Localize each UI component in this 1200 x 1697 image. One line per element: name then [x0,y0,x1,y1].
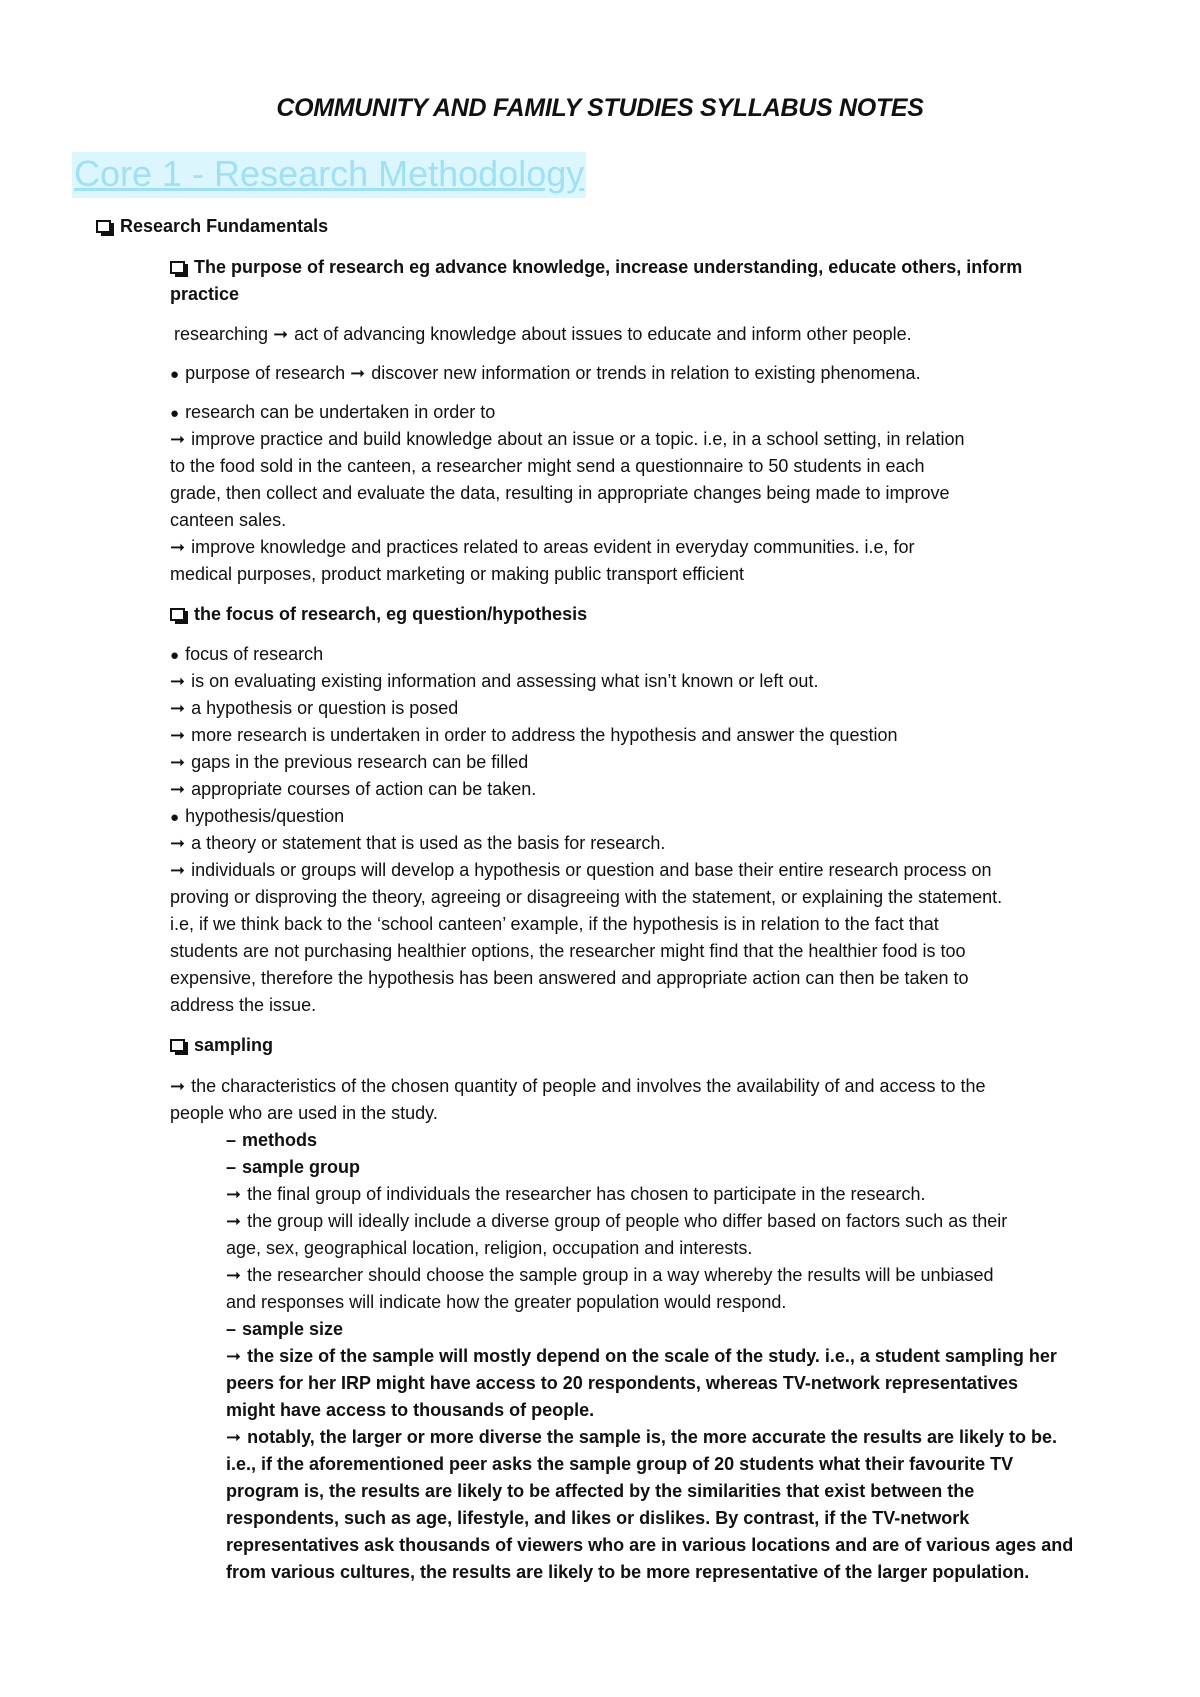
bullet-icon: ● [170,809,180,826]
arrow-icon: ➞ [170,833,186,853]
text-line: grade, then collect and evaluate the data, resulting in appropriate changes being made to improve [170,483,950,503]
arrow-icon: ➞ [170,860,186,880]
text-line: practice [170,284,240,304]
text-line: program is, the results are likely to be affected by the similarities that exist between the [226,1481,975,1501]
arrow-line [170,668,818,695]
line-text: the group will ideally include a diverse group of people who differ based on factors such as their [247,1211,1008,1231]
line-text: the size of the sample will mostly depend on the scale of the study. i.e., a student sampling her [247,1346,1057,1366]
section-label: Research Fundamentals [120,216,329,236]
line-text: focus of research [185,644,324,664]
dash-line [226,1154,360,1181]
text-line: peers for her IRP might have access to 20 respondents, whereas TV-network representatives [226,1373,1018,1393]
arrow-icon: ➞ [170,752,186,772]
dash-icon: – [226,1319,237,1339]
subsection-sampling [170,1032,273,1059]
line-text: research can be undertaken in order to [185,402,496,422]
bullet-line [170,641,323,669]
arrow-line [170,749,528,776]
arrow-icon: ➞ [350,363,366,383]
arrow-line [170,695,458,722]
bullet-line [170,803,344,831]
line-text: appropriate courses of action can be taken. [191,779,537,799]
arrow-line [226,1343,1057,1370]
arrow-icon: ➞ [226,1211,242,1231]
line-text: hypothesis/question [185,806,345,826]
text-line: medical purposes, product marketing or making public transport efficient [170,564,744,584]
arrow-line [170,426,965,453]
line-text: improve practice and build knowledge about an issue or a topic. i.e, in a school setting, in relation [191,429,965,449]
text-line: might have access to thousands of people. [226,1400,595,1420]
dash-icon: – [226,1157,237,1177]
arrow-icon: ➞ [273,324,289,344]
bullet-line [170,399,495,427]
text-line: students are not purchasing healthier options, the researcher might find that the healthier food is too [170,941,966,961]
line-text: individuals or groups will develop a hypothesis or question and base their entire research process on [191,860,992,880]
arrow-line [170,857,992,884]
line-text: sampling [194,1035,274,1055]
arrow-line [170,722,898,749]
checkbox-icon [96,220,111,233]
subsection-purpose [170,254,1022,281]
line-text: notably, the larger or more diverse the sample is, the more accurate the results are likely to be. [247,1427,1058,1447]
line-text: is on evaluating existing information and assessing what isn’t known or left out. [191,671,819,691]
arrow-icon: ➞ [170,429,186,449]
arrow-icon: ➞ [226,1265,242,1285]
text-line: address the issue. [170,995,317,1015]
line-text: improve knowledge and practices related to areas evident in everyday communities. i.e, for [191,537,915,557]
line-text: The purpose of research eg advance knowledge, increase understanding, educate others, inform [194,257,1023,277]
term: researching [174,324,269,344]
line-text: a hypothesis or question is posed [191,698,459,718]
arrow-icon: ➞ [226,1427,242,1447]
bullet-icon: ● [170,647,180,664]
arrow-line [226,1181,926,1208]
checkbox-icon [170,261,185,274]
text-line: canteen sales. [170,510,287,530]
bullet-icon: ● [170,366,180,383]
arrow-line [170,776,536,803]
checkbox-icon [170,1039,185,1052]
arrow-icon: ➞ [170,779,186,799]
text-line: respondents, such as age, lifestyle, and likes or dislikes. By contrast, if the TV-network [226,1508,970,1528]
text-line: i.e, if we think back to the ‘school canteen’ example, if the hypothesis is in relation to the fact that [170,914,939,934]
core-heading: Core 1 - Research Methodology [72,152,586,198]
dash-line [226,1316,343,1343]
text-line: expensive, therefore the hypothesis has been answered and appropriate action can then be taken to [170,968,969,988]
text-line: to the food sold in the canteen, a researcher might send a questionnaire to 50 students in each [170,456,925,476]
bullet-line [170,360,921,388]
section-research-fundamentals [96,213,328,240]
line-text: the researcher should choose the sample group in a way whereby the results will be unbiased [247,1265,994,1285]
line-text: sample group [242,1157,361,1177]
line-text: methods [242,1130,318,1150]
arrow-line [170,534,914,561]
arrow-icon: ➞ [170,698,186,718]
arrow-line [226,1424,1057,1451]
text-line: and responses will indicate how the greater population would respond. [226,1292,787,1312]
dash-line [226,1127,317,1154]
line-text: the final group of individuals the researcher has chosen to participate in the research. [247,1184,926,1204]
arrow-line [226,1262,994,1289]
text-line [174,321,912,348]
text-line: representatives ask thousands of viewers who are in various locations and are of various ages and [226,1535,1074,1555]
arrow-icon: ➞ [226,1346,242,1366]
arrow-line [226,1208,1007,1235]
line-text: the focus of research, eg question/hypothesis [194,604,588,624]
text-line: i.e., if the aforementioned peer asks the sample group of 20 students what their favourite TV [226,1454,1014,1474]
line-text: act of advancing knowledge about issues to educate and inform other people. [294,324,912,344]
arrow-icon: ➞ [170,725,186,745]
subsection-focus [170,601,587,628]
line-text: the characteristics of the chosen quantity of people and involves the availability of and access to the [191,1076,986,1096]
checkbox-icon [170,608,185,621]
arrow-icon: ➞ [170,671,186,691]
line-text: more research is undertaken in order to address the hypothesis and answer the question [191,725,898,745]
arrow-icon: ➞ [226,1184,242,1204]
text-line: people who are used in the study. [170,1103,438,1123]
line-text: discover new information or trends in relation to existing phenomena. [371,363,921,383]
arrow-icon: ➞ [170,1076,186,1096]
line-text: a theory or statement that is used as the basis for research. [191,833,666,853]
text-line: from various cultures, the results are likely to be more representative of the larger population. [226,1562,1030,1582]
text-line: proving or disproving the theory, agreeing or disagreeing with the statement, or explaining the statement. [170,887,1003,907]
arrow-line [170,1073,986,1100]
bullet-icon: ● [170,405,180,422]
text-line: age, sex, geographical location, religion, occupation and interests. [226,1238,753,1258]
dash-icon: – [226,1130,237,1150]
line-text: sample size [242,1319,344,1339]
document-title: COMMUNITY AND FAMILY STUDIES SYLLABUS NOTES [276,94,924,122]
term: purpose of research [185,363,346,383]
line-text: gaps in the previous research can be filled [191,752,529,772]
arrow-line [170,830,665,857]
arrow-icon: ➞ [170,537,186,557]
